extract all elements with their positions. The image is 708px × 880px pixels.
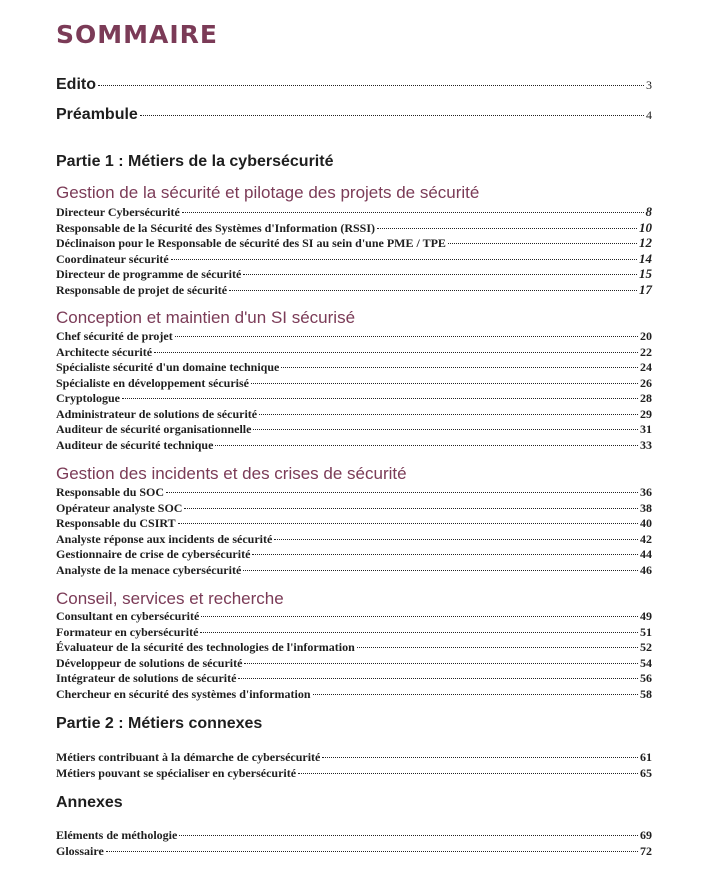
toc-entry-label: Directeur Cybersécurité	[56, 205, 180, 219]
toc-entry-page: 8	[645, 204, 652, 219]
toc-entry[interactable]	[56, 438, 652, 453]
dot-leader	[215, 445, 638, 446]
toc-entry-page: 65	[640, 765, 652, 780]
dot-leader	[184, 508, 638, 509]
toc-entry-page: 69	[640, 828, 652, 842]
dot-leader	[171, 259, 637, 260]
toc-entry-page: 54	[640, 655, 652, 670]
toc-entry-page: 28	[640, 391, 652, 405]
toc-entry[interactable]	[56, 376, 652, 391]
toc-entry[interactable]	[56, 640, 652, 655]
dot-leader	[229, 290, 637, 291]
toc-entry-label: Spécialiste en développement sécurisé	[56, 375, 249, 390]
dot-leader	[281, 367, 638, 368]
toc-entry-label: Responsable de la Sécurité des Systèmes d'Information (RSSI)	[56, 220, 376, 235]
dot-leader	[322, 757, 638, 758]
dot-leader	[252, 554, 638, 555]
toc-entry-page: 15	[639, 266, 652, 281]
toc-entry-label: Intégrateur de solutions de sécurité	[56, 671, 237, 685]
dot-leader	[98, 85, 644, 86]
toc-entry[interactable]	[56, 625, 652, 640]
toc-entry[interactable]	[56, 547, 652, 562]
toc-entry-label: Cryptologue	[56, 391, 120, 405]
dot-leader	[182, 212, 644, 213]
toc-entry-page: 3	[646, 78, 652, 92]
toc-entry-page: 14	[639, 250, 652, 266]
toc-entry-page: 10	[639, 219, 652, 235]
part-heading: Partie 1 : Métiers de la cybersécurité	[56, 153, 334, 170]
toc-entry[interactable]	[56, 844, 652, 859]
section-heading: Gestion de la sécurité et pilotage des projets de sécurité	[56, 183, 480, 202]
toc-entry-label: Coordinateur sécurité	[56, 251, 169, 266]
toc-entry[interactable]	[56, 360, 652, 375]
toc-entry-label: Spécialiste sécurité d'un domaine technique	[56, 360, 280, 374]
toc-entry[interactable]	[56, 407, 652, 422]
toc-entry-page: 33	[640, 437, 652, 452]
toc-entry-page: 51	[640, 624, 652, 639]
toc-entry[interactable]	[56, 766, 652, 781]
dot-leader	[298, 773, 638, 774]
toc-entry-edito[interactable]	[56, 76, 652, 94]
toc-entry[interactable]	[56, 750, 652, 765]
dot-leader	[244, 663, 638, 664]
toc-entry-page: 52	[640, 640, 652, 654]
dot-leader	[238, 678, 638, 679]
dot-leader	[200, 632, 638, 633]
toc-entry-page: 38	[640, 500, 652, 515]
toc-entry-page: 31	[640, 422, 652, 436]
dot-leader	[106, 851, 638, 852]
toc-entry[interactable]	[56, 501, 652, 516]
toc-entry-label: Gestionnaire de crise de cybersécurité	[56, 547, 251, 561]
toc-entry[interactable]	[56, 329, 652, 344]
dot-leader	[201, 616, 638, 617]
toc-entry-label: Évaluateur de la sécurité des technologies de l'information	[56, 640, 355, 654]
dot-leader	[377, 228, 637, 229]
toc-entry-page: 42	[640, 531, 652, 546]
toc-entry[interactable]	[56, 563, 652, 578]
toc-entry-page: 49	[640, 609, 652, 623]
toc-entry-page: 12	[639, 235, 652, 250]
toc-entry[interactable]	[56, 345, 652, 360]
toc-entry-label: Formateur en cybersécurité	[56, 624, 199, 639]
toc-entry-label: Eléments de méthologie	[56, 828, 178, 842]
section-heading: Conception et maintien d'un SI sécurisé	[56, 308, 356, 327]
dot-leader	[243, 274, 637, 275]
part-heading: Partie 2 : Métiers connexes	[56, 715, 263, 732]
toc-entry[interactable]	[56, 391, 652, 406]
toc-entry-page: 17	[639, 281, 652, 297]
dot-leader	[243, 570, 638, 571]
toc-entry-page: 20	[640, 329, 652, 343]
toc-entry-label: Responsable de projet de sécurité	[56, 282, 228, 297]
toc-entry-page: 61	[640, 750, 652, 764]
section-heading: Conseil, services et recherche	[56, 589, 284, 608]
toc-entry-label: Préambule	[56, 106, 138, 123]
toc-entry-label: Glossaire	[56, 843, 104, 858]
toc-entry-label: Administrateur de solutions de sécurité	[56, 406, 258, 421]
toc-entry-label: Responsable du SOC	[56, 485, 165, 499]
toc-entry-label: Opérateur analyste SOC	[56, 500, 183, 515]
toc-entry[interactable]	[56, 220, 652, 236]
toc-entry[interactable]	[56, 687, 652, 702]
toc-entry[interactable]	[56, 656, 652, 671]
dot-leader	[253, 429, 638, 430]
toc-entry[interactable]	[56, 235, 652, 251]
toc-entry[interactable]	[56, 266, 652, 282]
dot-leader	[178, 523, 638, 524]
toc-entry-page: 22	[640, 344, 652, 359]
dot-leader	[122, 398, 638, 399]
toc-entry[interactable]	[56, 422, 652, 437]
dot-leader	[448, 243, 637, 244]
toc-entry-label: Déclinaison pour le Responsable de sécurité des SI au sein d'une PME / TPE	[56, 236, 446, 250]
toc-entry-page: 58	[640, 686, 652, 701]
toc-entry-preambule[interactable]	[56, 106, 652, 124]
dot-leader	[274, 539, 638, 540]
toc-entry-label: Auditeur de sécurité organisationnelle	[56, 422, 252, 436]
toc-entry-page: 72	[640, 843, 652, 858]
toc-entry-label: Chercheur en sécurité des systèmes d'information	[56, 686, 311, 701]
toc-entry-label: Analyste de la menace cybersécurité	[56, 562, 242, 577]
dot-leader	[175, 336, 638, 337]
toc-entry-page: 4	[646, 108, 652, 122]
dot-leader	[140, 115, 644, 116]
toc-entry-page: 46	[640, 562, 652, 577]
toc-entry[interactable]	[56, 609, 652, 624]
section-heading: Gestion des incidents et des crises de sécurité	[56, 464, 407, 483]
toc-entry-label: Responsable du CSIRT	[56, 516, 176, 530]
toc-entry-page: 40	[640, 516, 652, 530]
part-heading: Annexes	[56, 794, 123, 811]
toc-entry[interactable]	[56, 671, 652, 686]
toc-entry-label: Auditeur de sécurité technique	[56, 437, 214, 452]
dot-leader	[179, 835, 638, 836]
toc-entry[interactable]	[56, 532, 652, 547]
toc-entry-label: Chef sécurité de projet	[56, 329, 173, 343]
page-title: SOMMAIRE	[56, 20, 218, 49]
toc-entry[interactable]	[56, 204, 652, 220]
toc-entry[interactable]	[56, 485, 652, 500]
toc-entry-page: 24	[640, 360, 652, 374]
toc-entry-page: 29	[640, 406, 652, 421]
toc-entry-label: Métiers pouvant se spécialiser en cybersécurité	[56, 765, 297, 780]
dot-leader	[166, 492, 638, 493]
toc-entry-page: 56	[640, 671, 652, 685]
dot-leader	[313, 694, 638, 695]
toc-entry[interactable]	[56, 828, 652, 843]
dot-leader	[259, 414, 638, 415]
toc-entry-label: Métiers contribuant à la démarche de cybersécurité	[56, 750, 321, 764]
toc-entry[interactable]	[56, 282, 652, 298]
toc-entry-page: 26	[640, 375, 652, 390]
dot-leader	[154, 352, 638, 353]
toc-entry-label: Analyste réponse aux incidents de sécurité	[56, 531, 273, 546]
toc-entry-label: Développeur de solutions de sécurité	[56, 655, 243, 670]
dot-leader	[357, 647, 638, 648]
toc-entry[interactable]	[56, 516, 652, 531]
toc-entry-page: 36	[640, 485, 652, 499]
toc-entry-page: 44	[640, 547, 652, 561]
toc-entry-label: Consultant en cybersécurité	[56, 609, 200, 623]
dot-leader	[251, 383, 638, 384]
toc-entry-label: Directeur de programme de sécurité	[56, 267, 242, 281]
toc-entry[interactable]	[56, 251, 652, 267]
toc-entry-label: Architecte sécurité	[56, 344, 153, 359]
toc-entry-label: Edito	[56, 76, 96, 93]
